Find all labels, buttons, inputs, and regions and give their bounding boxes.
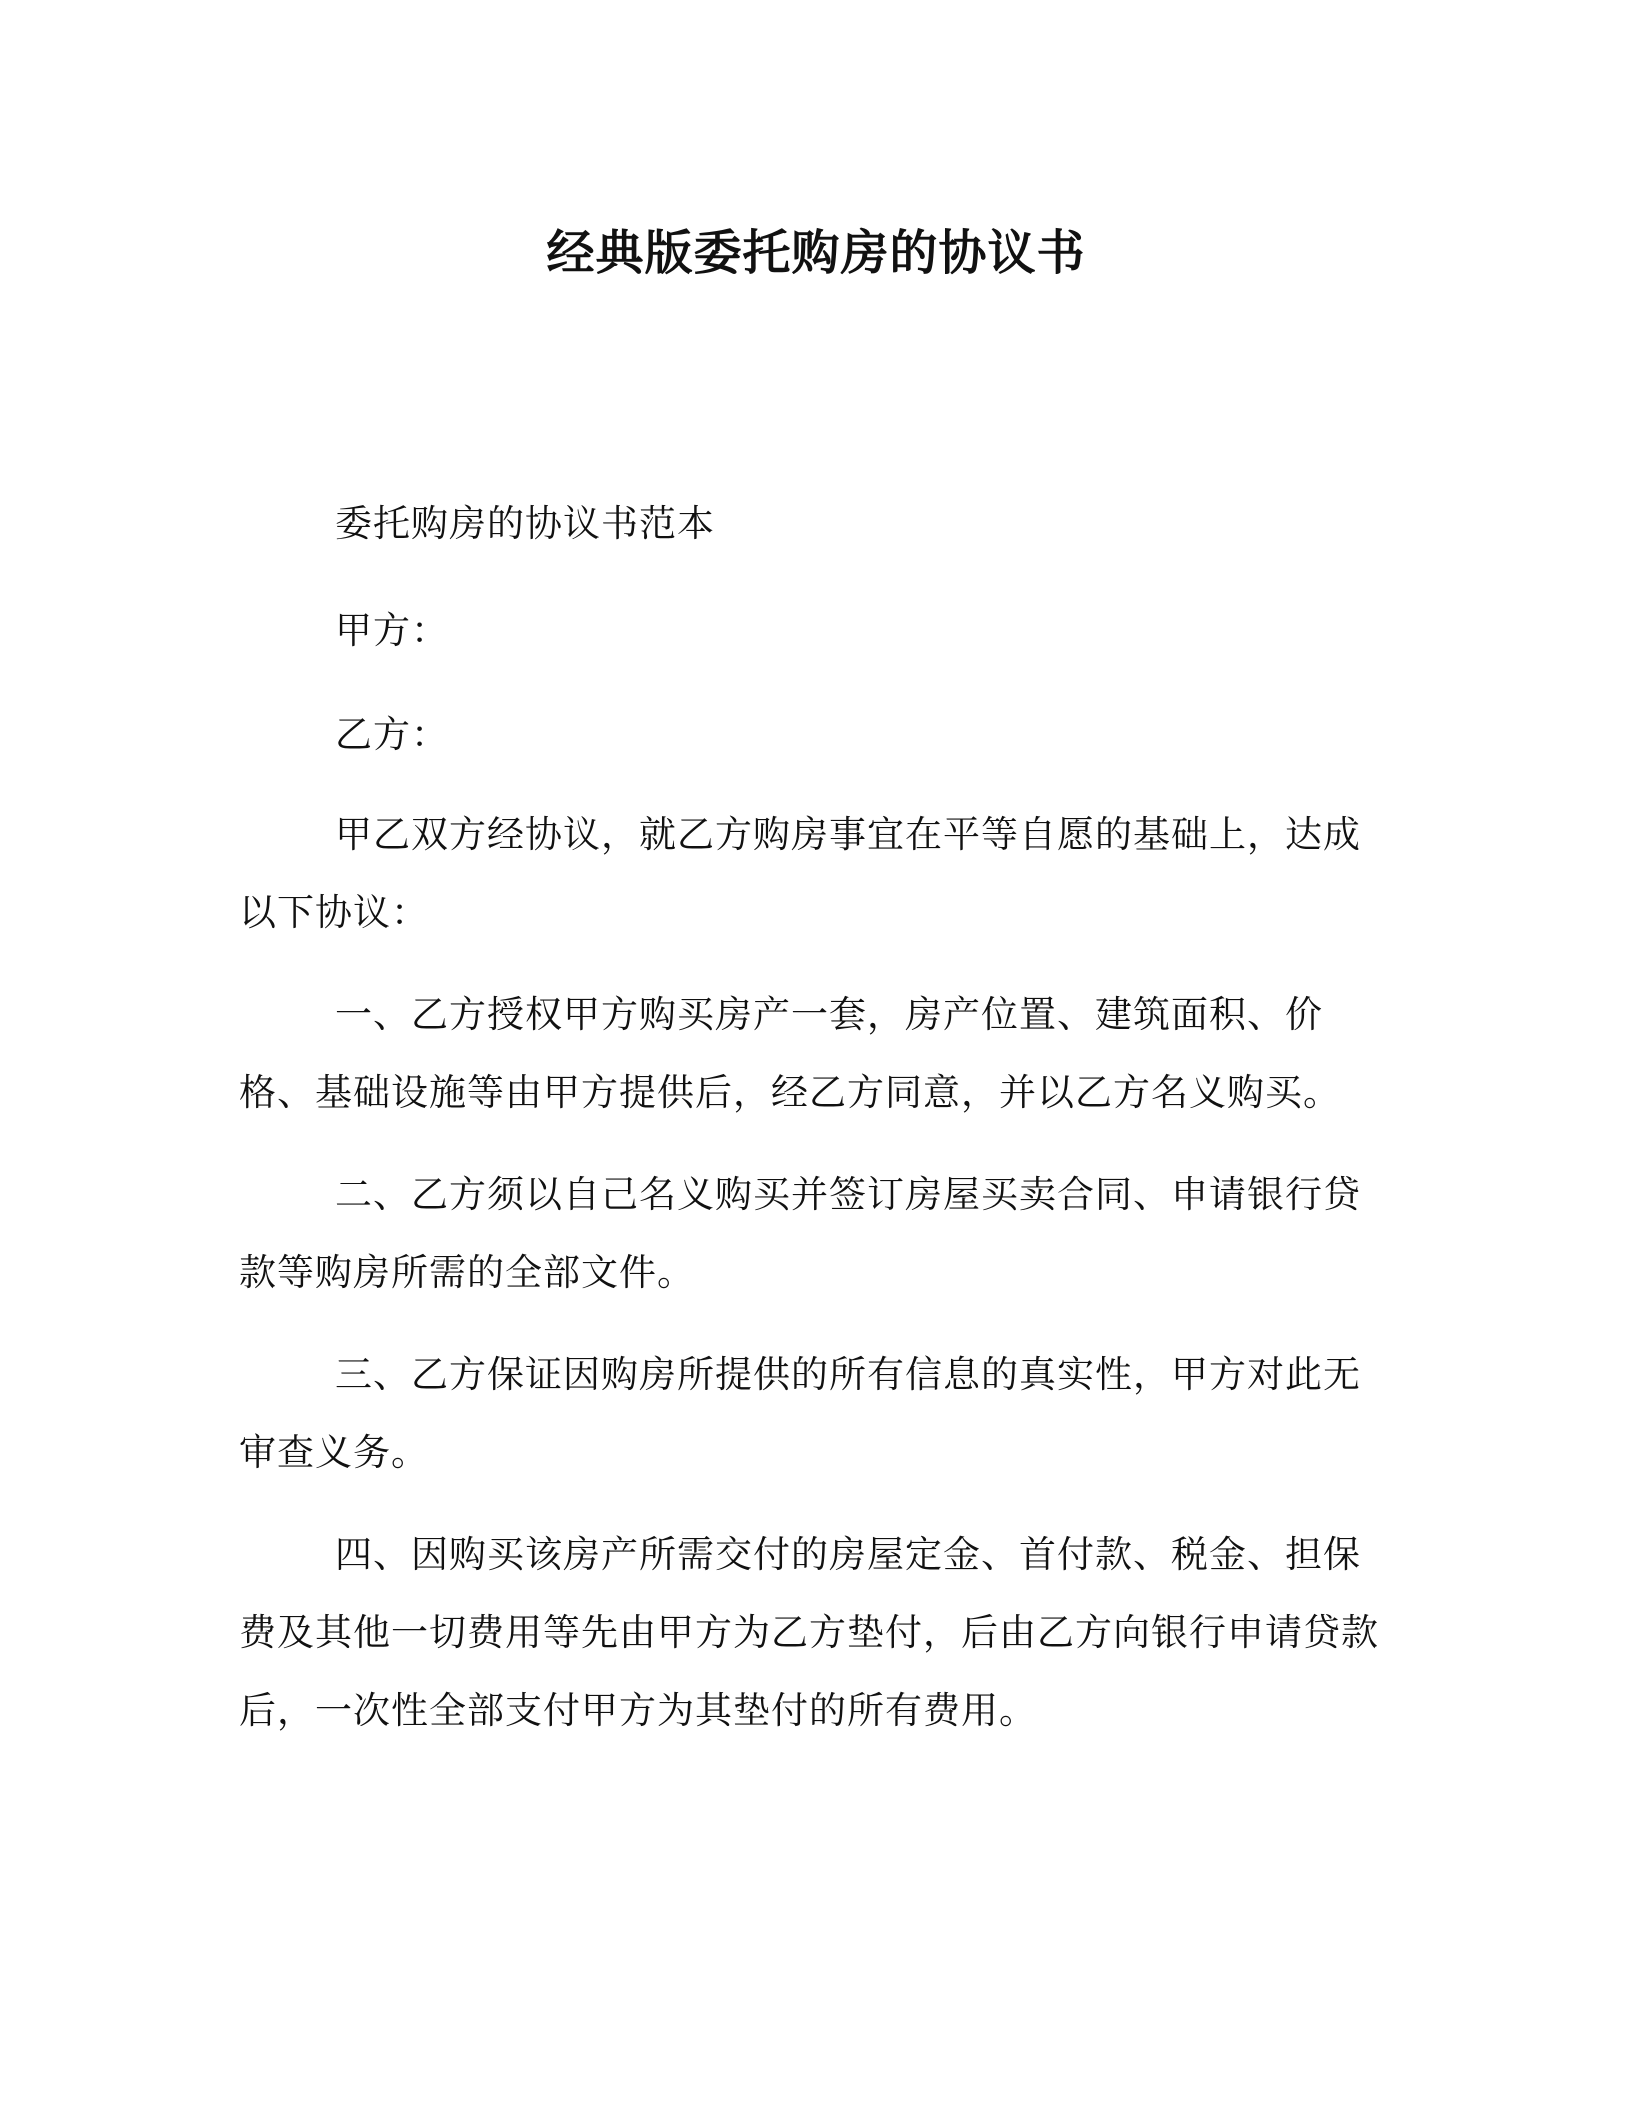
party-b-label: 乙方： (335, 713, 449, 756)
clause-paragraph: 一、乙方授权甲方购买房产一套，房产位置、建筑面积、价格、基础设施等由甲方提供后，经乙方同意，并以乙方名义购买。 (239, 993, 1341, 1114)
clause-paragraph: 三、乙方保证因购房所提供的所有信息的真实性，甲方对此无审查义务。 (239, 1353, 1361, 1474)
clause-1 (239, 976, 1379, 1132)
clause-paragraph: 二、乙方须以自己名义购买并签订房屋买卖合同、申请银行贷款等购房所需的全部文件。 (239, 1173, 1361, 1294)
intro-paragraph: 甲乙双方经协议，就乙方购房事宜在平等自愿的基础上，达成以下协议： (239, 813, 1361, 934)
party-a-line (239, 592, 1379, 670)
document-subtitle (239, 485, 1379, 563)
clause-3 (239, 1336, 1379, 1492)
clause-2 (239, 1156, 1379, 1312)
party-a-label: 甲方： (335, 609, 449, 652)
clause-4 (239, 1516, 1379, 1750)
subtitle-text: 委托购房的协议书范本 (335, 502, 715, 545)
agreement-intro (239, 796, 1379, 952)
clause-paragraph: 四、因购买该房产所需交付的房屋定金、首付款、税金、担保费及其他一切费用等先由甲方为乙方垫付，后由乙方向银行申请贷款后，一次性全部支付甲方为其垫付的所有费用。 (239, 1533, 1379, 1732)
document-title: 经典版委托购房的协议书 (546, 225, 1086, 281)
party-b-line (239, 696, 1379, 774)
